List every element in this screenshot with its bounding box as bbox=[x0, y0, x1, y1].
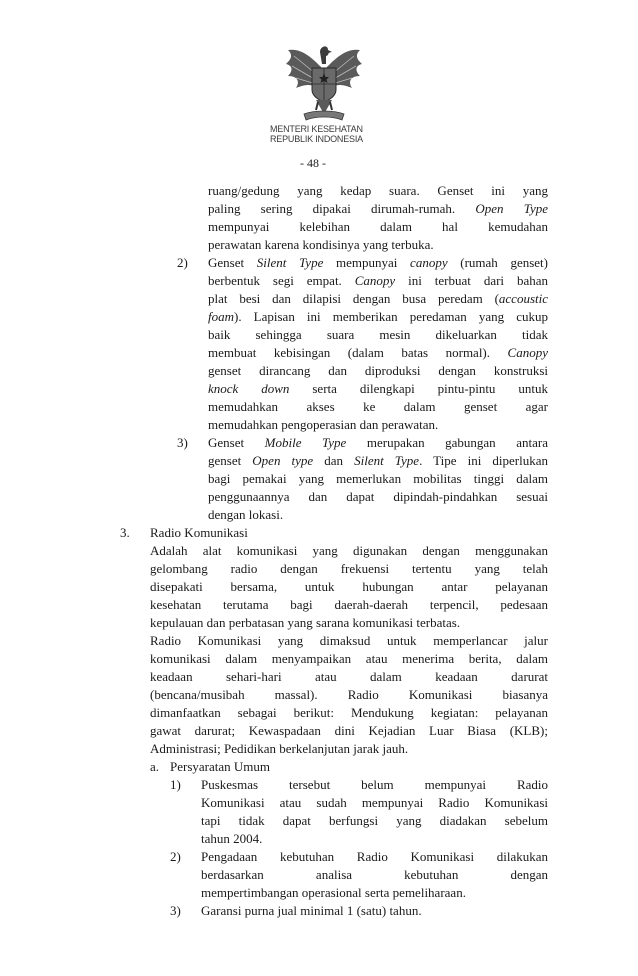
text-line: Adalah alat komunikasi yang digunakan dengan menggunakan bbox=[150, 543, 548, 558]
text-line: genset Open type dan Silent Type. Tipe ini diperlukan bbox=[208, 453, 548, 468]
ministry-subtitle: REPUBLIK INDONESIA bbox=[270, 134, 363, 144]
list-number: 3) bbox=[170, 903, 181, 918]
text-line: bagi pemakai yang memerlukan mobilitas tinggi dalam bbox=[208, 471, 548, 486]
text-line: gawat darurat; Kewaspadaan dini Kejadian Luar Biasa (KLB); bbox=[150, 723, 548, 738]
text-line: ruang/gedung yang kedap suara. Genset ini yang bbox=[208, 183, 548, 198]
text-line: mempunyai kelebihan dalam hal kemudahan bbox=[208, 219, 548, 234]
text-line: Radio Komunikasi yang dimaksud untuk memperlancar jalur bbox=[150, 633, 548, 648]
text-line: berdasarkan analisa kebutuhan dengan bbox=[201, 867, 548, 882]
subsection-letter: a. bbox=[150, 759, 160, 774]
text-line: penggunaannya dan dapat dipindah-pindahkan sesuai bbox=[208, 489, 548, 504]
text-line: memudahkan pengoperasian dan perawatan. bbox=[208, 417, 439, 432]
section-number: 3. bbox=[120, 525, 130, 540]
text-line: komunikasi dalam menyampaikan atau menerima berita, dalam bbox=[150, 651, 548, 666]
list-number: 3) bbox=[177, 435, 188, 450]
text-line: disepakati bersama, untuk hubungan antar pelayanan bbox=[150, 579, 548, 594]
garuda-emblem-icon bbox=[282, 38, 366, 126]
text-line: Komunikasi atau sudah mempunyai Radio Komunikasi bbox=[201, 795, 548, 810]
text-line: Genset Silent Type mempunyai canopy (rumah genset) bbox=[208, 255, 548, 270]
text-line: Administrasi; Pedidikan berkelanjutan jarak jauh. bbox=[150, 741, 409, 756]
text-line: tahun 2004. bbox=[201, 831, 263, 846]
text-line: memudahkan akses ke dalam genset agar bbox=[208, 399, 548, 414]
list-number: 2) bbox=[177, 255, 188, 270]
text-line: kepulauan dan perbatasan yang sarana komunikasi terbatas. bbox=[150, 615, 461, 630]
text-line: perawatan karena kondisinya yang terbuka. bbox=[208, 237, 434, 252]
list-number: 1) bbox=[170, 777, 181, 792]
section-title: Radio Komunikasi bbox=[150, 525, 248, 540]
text-line: dimanfaatkan sebagai berikut: Mendukung kegiatan: pelayanan bbox=[150, 705, 548, 720]
page-number: - 48 - bbox=[300, 156, 326, 170]
text-line: baik sehingga suara mesin dikeluarkan tidak bbox=[208, 327, 548, 342]
text-line: gelombang radio dengan frekuensi tertentu yang telah bbox=[150, 561, 548, 576]
text-line: berbentuk segi empat. Canopy ini terbuat dari bahan bbox=[208, 273, 548, 288]
text-line: Genset Mobile Type merupakan gabungan antara bbox=[208, 435, 548, 450]
text-line: tapi tidak dapat berfungsi yang diadakan sebelum bbox=[201, 813, 548, 828]
text-line: membuat kebisingan (dalam batas normal). Canopy bbox=[208, 345, 548, 360]
text-line: paling sering dipakai dirumah-rumah. Open Type bbox=[208, 201, 548, 216]
ministry-title: MENTERI KESEHATAN bbox=[270, 124, 363, 134]
text-line: Garansi purna jual minimal 1 (satu) tahun. bbox=[201, 903, 422, 918]
text-line: foam). Lapisan ini memberikan peredaman yang cukup bbox=[208, 309, 548, 324]
subsection-title: Persyaratan Umum bbox=[170, 759, 271, 774]
text-line: (bencana/musibah massal). Radio Komunikasi biasanya bbox=[150, 687, 548, 702]
text-line: dengan lokasi. bbox=[208, 507, 284, 522]
text-line: Puskesmas tersebut belum mempunyai Radio bbox=[201, 777, 548, 792]
text-line: Pengadaan kebutuhan Radio Komunikasi dilakukan bbox=[201, 849, 548, 864]
ministry-header bbox=[270, 124, 390, 144]
text-line: mempertimbangan operasional serta pemeliharaan. bbox=[201, 885, 466, 900]
list-number: 2) bbox=[170, 849, 181, 864]
text-line: plat besi dan dilapisi dengan busa peredam (accoustic bbox=[208, 291, 548, 306]
text-line: kesehatan terutama bagi daerah-daerah terpencil, pedesaan bbox=[150, 597, 548, 612]
text-line: knock down serta dilengkapi pintu-pintu untuk bbox=[208, 381, 548, 396]
text-line: genset dirancang dan diproduksi dengan konstruksi bbox=[208, 363, 548, 378]
text-line: keadaan sehari-hari atau dalam keadaan darurat bbox=[150, 669, 548, 684]
